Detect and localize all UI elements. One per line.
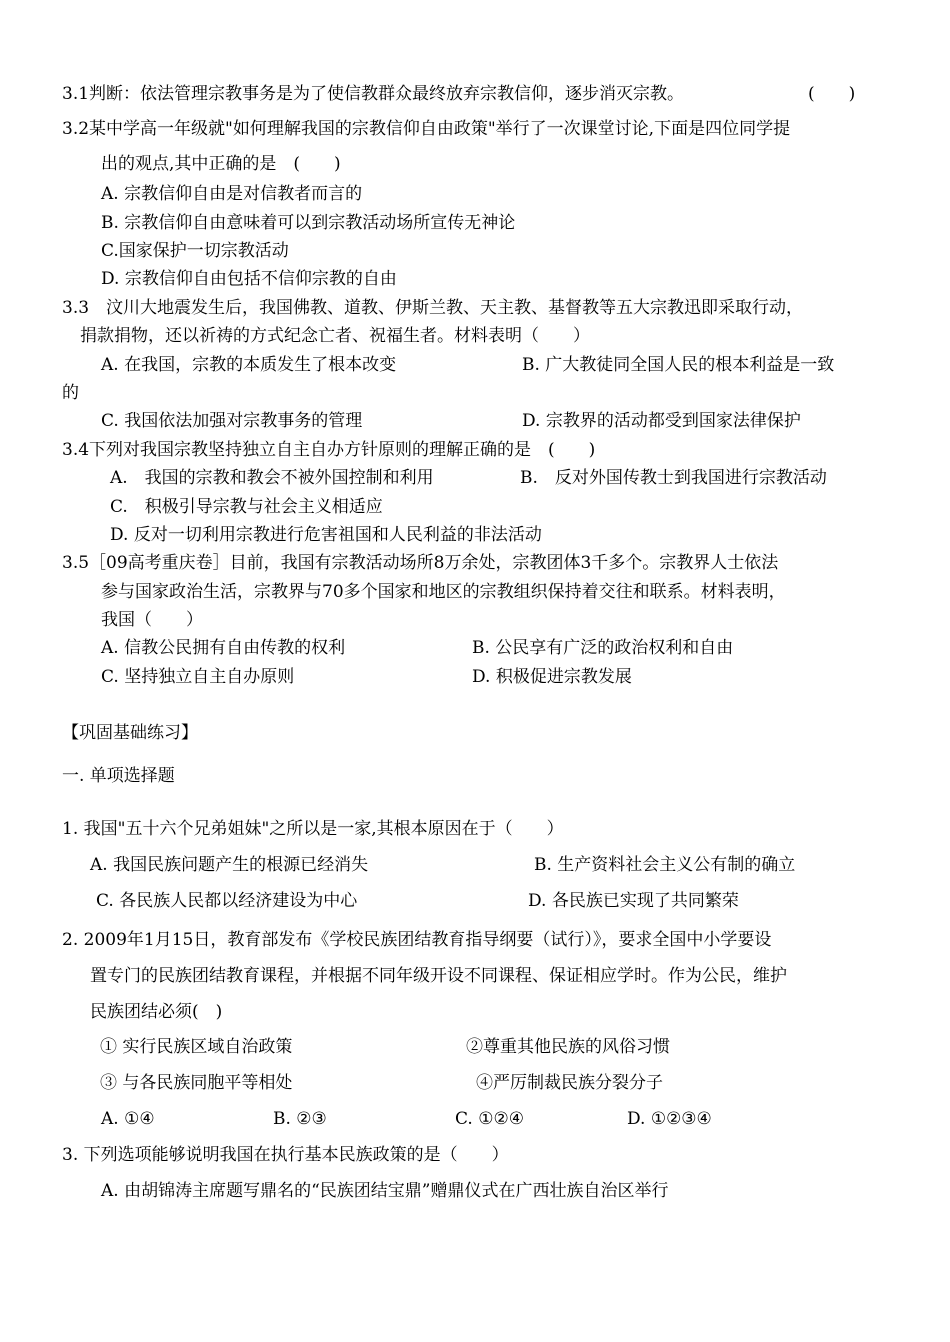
answer-paren: ( ): [808, 84, 856, 104]
option-a: A. ①④: [101, 1109, 155, 1129]
option-b: B. 广大教徒同全国人民的根本利益是一致: [522, 355, 835, 375]
question-3-5-line3: 我国（ ）: [101, 610, 203, 630]
statement-2: ②尊重其他民族的风俗习惯: [466, 1037, 670, 1057]
option-b: B. 公民享有广泛的政治权利和自由: [472, 638, 734, 658]
section-subtitle: 一. 单项选择题: [62, 766, 175, 786]
practice-2-line2: 置专门的民族团结教育课程，并根据不同年级开设不同课程、保证相应学时。作为公民，维护: [90, 966, 787, 986]
option-b: B. ②③: [273, 1109, 327, 1129]
option-c: C. 我国依法加强对宗教事务的管理: [101, 411, 363, 431]
statement-3: ③ 与各民族同胞平等相处: [100, 1073, 293, 1093]
option-a: A. 我国的宗教和教会不被外国控制和利用: [110, 468, 434, 488]
practice-1-line1: 1. 我国"五十六个兄弟姐妹"之所以是一家,其根本原因在于（ ）: [62, 819, 564, 839]
question-3-2-line2: 出的观点,其中正确的是 ( ): [101, 154, 341, 174]
option-c: C. ①②④: [455, 1109, 524, 1129]
option-d: D. 积极促进宗教发展: [472, 667, 632, 687]
option-a: A. 我国民族问题产生的根源已经消失: [90, 855, 369, 875]
question-3-1: 3.1判断：依法管理宗教事务是为了使信教群众最终放弃宗教信仰，逐步消灭宗教。: [62, 84, 685, 104]
statement-1: ① 实行民族区域自治政策: [100, 1037, 293, 1057]
statement-4: ④严厉制裁民族分裂分子: [476, 1073, 663, 1093]
question-3-4-line1: 3.4下列对我国宗教坚持独立自主自办方针原则的理解正确的是 ( ): [62, 440, 596, 460]
question-3-3-line2: 捐款捐物，还以祈祷的方式纪念亡者、祝福生者。材料表明（ ）: [80, 326, 590, 346]
option-c: C. 各民族人民都以经济建设为中心: [96, 891, 358, 911]
option-b: B. 生产资料社会主义公有制的确立: [534, 855, 796, 875]
question-3-5-line2: 参与国家政治生活，宗教界与70多个国家和地区的宗教组织保持着交往和联系。材料表明，: [101, 582, 786, 602]
option-c: C.国家保护一切宗教活动: [101, 241, 289, 261]
option-a: A. 由胡锦涛主席题写鼎名的“民族团结宝鼎”赠鼎仪式在广西壮族自治区举行: [101, 1181, 669, 1201]
option-d: D. 宗教信仰自由包括不信仰宗教的自由: [101, 269, 397, 289]
option-c: C. 积极引导宗教与社会主义相适应: [110, 497, 383, 517]
option-d: D. 各民族已实现了共同繁荣: [528, 891, 739, 911]
practice-2-line1: 2. 2009年1月15日，教育部发布《学校民族团结教育指导纲要（试行）》，要求全国中小学要设: [62, 930, 772, 950]
option-b-continued: 的: [62, 383, 79, 403]
practice-2-line3: 民族团结必须( ): [90, 1002, 223, 1022]
section-title: 【巩固基础练习】: [62, 723, 198, 743]
practice-3-line1: 3. 下列选项能够说明我国在执行基本民族政策的是（ ）: [62, 1145, 509, 1165]
option-d: D. ①②③④: [627, 1109, 712, 1129]
option-b: B. 宗教信仰自由意味着可以到宗教活动场所宣传无神论: [101, 213, 516, 233]
option-c: C. 坚持独立自主自办原则: [101, 667, 295, 687]
option-d: D. 反对一切利用宗教进行危害祖国和人民利益的非法活动: [110, 525, 542, 545]
question-3-5-line1: 3.5［09高考重庆卷］目前，我国有宗教活动场所8万余处，宗教团体3千多个。宗教界人士依法: [62, 553, 779, 573]
option-a: A. 信教公民拥有自由传教的权利: [101, 638, 346, 658]
option-a: A. 宗教信仰自由是对信教者而言的: [101, 184, 363, 204]
option-b: B. 反对外国传教士到我国进行宗教活动: [520, 468, 827, 488]
question-3-2-line1: 3.2某中学高一年级就"如何理解我国的宗教信仰自由政策"举行了一次课堂讨论,下面是四位同学提: [62, 119, 791, 139]
question-3-3-line1: 3.3 汶川大地震发生后，我国佛教、道教、伊斯兰教、天主教、基督教等五大宗教迅即采取行动，: [62, 298, 804, 318]
option-a: A. 在我国，宗教的本质发生了根本改变: [101, 355, 397, 375]
option-d: D. 宗教界的活动都受到国家法律保护: [522, 411, 801, 431]
